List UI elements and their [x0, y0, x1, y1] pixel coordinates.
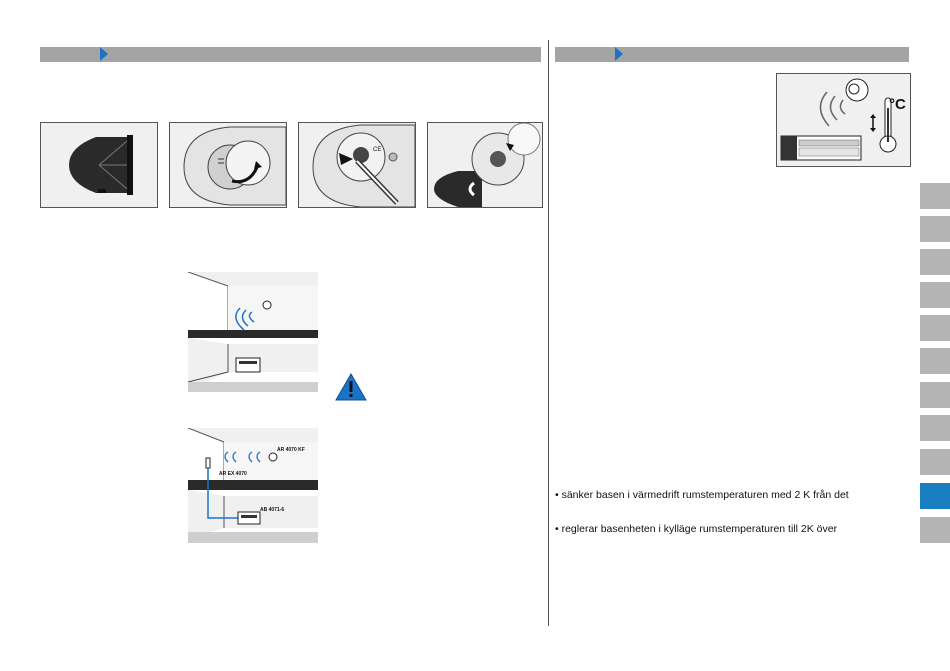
- room-diagram-wired: [188, 428, 318, 543]
- bullet-cooling-mode: • reglerar basenheten i kylläge rumstemperaturen till 2K över: [555, 523, 838, 535]
- side-tab-7[interactable]: [920, 382, 950, 408]
- side-tab-8[interactable]: [920, 415, 950, 441]
- right-section-header-bar: [555, 47, 909, 62]
- base-unit-temperature-illustration: [776, 73, 911, 167]
- thermostat-screwdriver-icon: [299, 123, 415, 207]
- thermostat-wireless-icon: [777, 74, 910, 166]
- step-illustration-1: [40, 122, 158, 208]
- label-extender: AR EX 4070: [219, 471, 247, 477]
- thermostat-open-icon: [170, 123, 286, 207]
- ce-mark: CE: [373, 147, 382, 153]
- room-diagram-wireless: [188, 272, 318, 392]
- right-section-arrow-icon: [615, 47, 623, 61]
- side-tab-9[interactable]: [920, 449, 950, 475]
- thermostat-back-icon: [41, 123, 157, 207]
- side-tab-5[interactable]: [920, 315, 950, 341]
- left-section-header-bar: [40, 47, 541, 62]
- column-divider: [548, 40, 549, 626]
- side-tab-11[interactable]: [920, 517, 950, 543]
- warning-icon: [335, 373, 367, 401]
- side-tab-2[interactable]: [920, 216, 950, 242]
- celsius-label: °C: [889, 96, 906, 113]
- thermostat-mounting-icon: [428, 123, 542, 207]
- side-tab-10-active[interactable]: [920, 483, 950, 509]
- step-illustration-4: [427, 122, 543, 208]
- label-base: AB 4071-6: [260, 507, 285, 513]
- step-illustration-3: [298, 122, 416, 208]
- bullet-heating-mode: • sänker basen i värmedrift rumstemperaturen med 2 K från det: [555, 489, 849, 501]
- side-tab-3[interactable]: [920, 249, 950, 275]
- side-tab-4[interactable]: [920, 282, 950, 308]
- left-section-arrow-icon: [100, 47, 108, 61]
- label-thermostat: AR 4070 KF: [277, 447, 305, 453]
- step-illustration-2: [169, 122, 287, 208]
- side-tab-6[interactable]: [920, 348, 950, 374]
- side-tab-1[interactable]: [920, 183, 950, 209]
